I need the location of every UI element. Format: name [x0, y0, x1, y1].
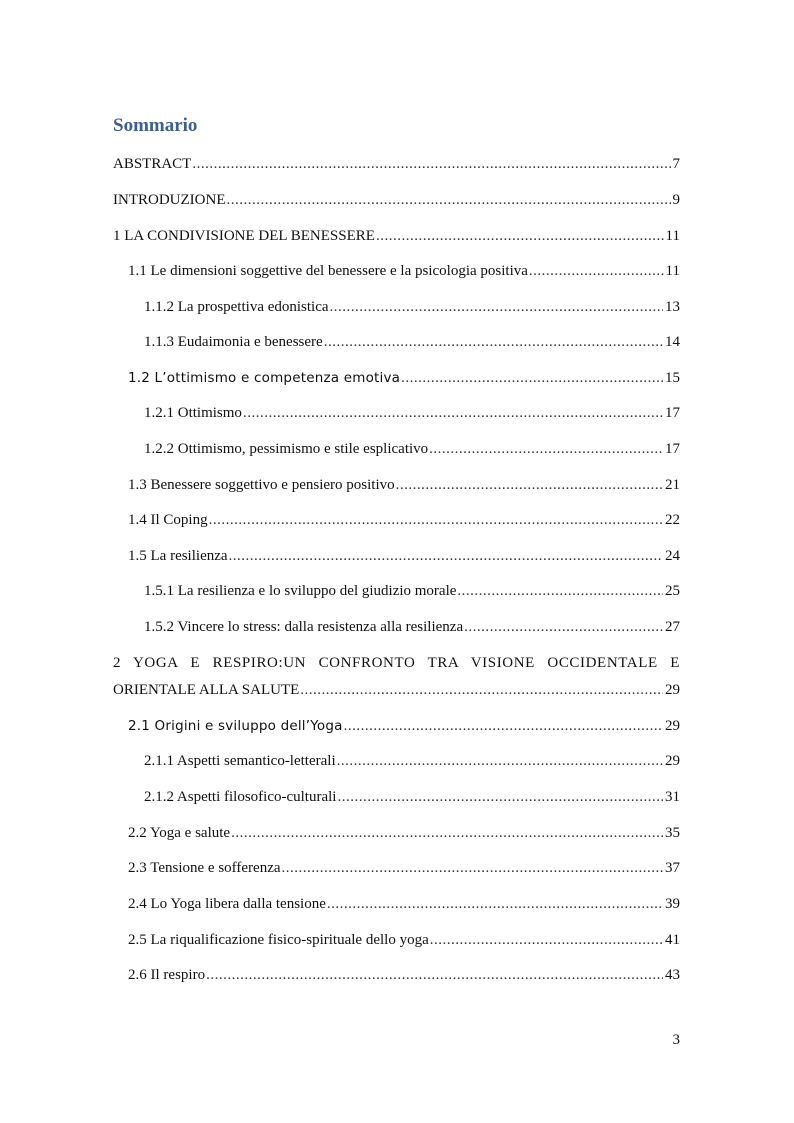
- toc-entry-page: 29: [665, 682, 680, 698]
- toc-entry-1-5[interactable]: [128, 545, 680, 567]
- toc-entry-page: 37: [665, 860, 680, 876]
- toc-entry-label: 2.6 Il respiro: [128, 967, 206, 983]
- toc-entry-label: 1.5.2 Vincere lo stress: dalla resistenza alla resilienza: [144, 619, 464, 635]
- dot-leader: [337, 786, 663, 808]
- toc-entry-2-1-2[interactable]: [144, 786, 680, 808]
- dot-leader: [401, 367, 663, 389]
- toc-entry-1-2-1[interactable]: [144, 402, 680, 424]
- toc-entry-label: 1.3 Benessere soggettivo e pensiero positivo: [128, 477, 395, 493]
- toc-entry-label: 2.3 Tensione e sofferenza: [128, 860, 281, 876]
- dot-leader: [430, 929, 663, 951]
- toc-entry-label: 1.2 L’ottimismo e competenza emotiva: [128, 370, 401, 386]
- toc-entry-label: 2.5 La riqualificazione fisico-spirituale dello yoga: [128, 932, 429, 948]
- dot-leader: [457, 580, 663, 602]
- dot-leader: [243, 402, 663, 424]
- toc-entry-2-6[interactable]: [128, 964, 680, 986]
- toc-entry-page: 43: [665, 967, 680, 983]
- toc-entry-1-5-2[interactable]: [144, 616, 680, 638]
- toc-entry-1-1-2[interactable]: [144, 296, 680, 318]
- toc-entry-label: 2.2 Yoga e salute: [128, 825, 231, 841]
- toc-entry-label: 1.2.2 Ottimismo, pessimismo e stile esplicativo: [144, 441, 429, 457]
- toc-entry-page: 29: [665, 753, 680, 769]
- toc-entry-label: 1 LA CONDIVISIONE DEL BENESSERE: [113, 228, 375, 244]
- toc-entry-label: 1.1.3 Eudaimonia e benessere: [144, 334, 323, 350]
- toc-entry-page: 17: [665, 441, 680, 457]
- toc-entry-label: 2.1.1 Aspetti semantico-letterali: [144, 753, 336, 769]
- toc-entry-label: 1.5 La resilienza: [128, 548, 228, 564]
- dot-leader: [192, 153, 670, 175]
- toc-entry-label: 1.1 Le dimensioni soggettive del benessere e la psicologia positiva: [128, 263, 528, 279]
- toc-entry-label: INTRODUZIONE: [113, 192, 226, 208]
- toc-entry-page: 25: [665, 583, 680, 599]
- dot-leader: [300, 679, 663, 701]
- toc-entry-page: 31: [665, 789, 680, 805]
- dot-leader: [429, 438, 663, 460]
- toc-entry-1-1-3[interactable]: [144, 331, 680, 353]
- page-number: 3: [672, 1032, 680, 1048]
- toc-entry-label: ABSTRACT: [113, 156, 192, 172]
- toc-entry-label: 2.4 Lo Yoga libera dalla tensione: [128, 896, 326, 912]
- toc-entry-1-1[interactable]: [128, 260, 680, 282]
- dot-leader: [327, 893, 663, 915]
- toc-entry-2-1-1[interactable]: [144, 750, 680, 772]
- toc-entry-introduzione[interactable]: [113, 189, 680, 211]
- toc-entry-page: 9: [672, 192, 680, 208]
- toc-entry-page: 7: [672, 156, 680, 172]
- toc-entry-label: 1.2.1 Ottimismo: [144, 405, 242, 421]
- dot-leader: [376, 225, 664, 247]
- dot-leader: [529, 260, 664, 282]
- toc-entry-page: 22: [665, 512, 680, 528]
- toc-entry-page: 27: [665, 619, 680, 635]
- toc-entry-page: 21: [665, 477, 680, 493]
- toc-entry-2-5[interactable]: [128, 929, 680, 951]
- toc-entry-1-3[interactable]: [128, 474, 680, 496]
- dot-leader: [396, 474, 663, 496]
- toc-entry-1-5-1[interactable]: [144, 580, 680, 602]
- toc-entry-chapter-2[interactable]: [113, 679, 680, 701]
- dot-leader: [282, 857, 663, 879]
- toc-entry-2-2[interactable]: [128, 822, 680, 844]
- toc-entry-page: 17: [665, 405, 680, 421]
- toc-entry-chapter-2-line1[interactable]: 2 YOGA E RESPIRO:UN CONFRONTO TRA VISIONE OCCIDENTALE E: [113, 655, 680, 671]
- toc-entry-label: ORIENTALE ALLA SALUTE: [113, 682, 300, 698]
- toc-entry-1-2[interactable]: [128, 367, 680, 389]
- toc-entry-page: 14: [665, 334, 680, 350]
- toc-entry-label: 1.1.2 La prospettiva edonistica: [144, 299, 329, 315]
- toc-entry-label: 1.5.1 La resilienza e lo sviluppo del giudizio morale: [144, 583, 457, 599]
- dot-leader: [226, 189, 670, 211]
- toc-entry-page: 11: [665, 228, 680, 244]
- dot-leader: [337, 750, 663, 772]
- toc-entry-page: 29: [665, 718, 680, 734]
- toc-entry-label: 2.1 Origini e sviluppo dell’Yoga: [128, 718, 343, 734]
- dot-leader: [324, 331, 663, 353]
- toc-entry-page: 13: [665, 299, 680, 315]
- toc-entry-page: 11: [665, 263, 680, 279]
- toc-entry-label: 2.1.2 Aspetti filosofico-culturali: [144, 789, 337, 805]
- toc-title: Sommario: [113, 115, 198, 136]
- toc-entry-page: 15: [665, 370, 680, 386]
- toc-entry-2-4[interactable]: [128, 893, 680, 915]
- dot-leader: [330, 296, 663, 318]
- toc-entry-2-3[interactable]: [128, 857, 680, 879]
- dot-leader: [231, 822, 663, 844]
- toc-entry-page: 35: [665, 825, 680, 841]
- toc-entry-chapter-1[interactable]: [113, 225, 680, 247]
- toc-entry-page: 41: [665, 932, 680, 948]
- dot-leader: [464, 616, 663, 638]
- dot-leader: [206, 964, 663, 986]
- dot-leader: [209, 509, 663, 531]
- toc-entry-page: 39: [665, 896, 680, 912]
- dot-leader: [344, 715, 663, 737]
- toc-entry-1-4[interactable]: [128, 509, 680, 531]
- toc-entry-1-2-2[interactable]: [144, 438, 680, 460]
- dot-leader: [229, 545, 663, 567]
- toc-entry-2-1[interactable]: [128, 715, 680, 737]
- toc-entry-page: 24: [665, 548, 680, 564]
- toc-entry-abstract[interactable]: [113, 153, 680, 175]
- toc-entry-label: 1.4 Il Coping: [128, 512, 208, 528]
